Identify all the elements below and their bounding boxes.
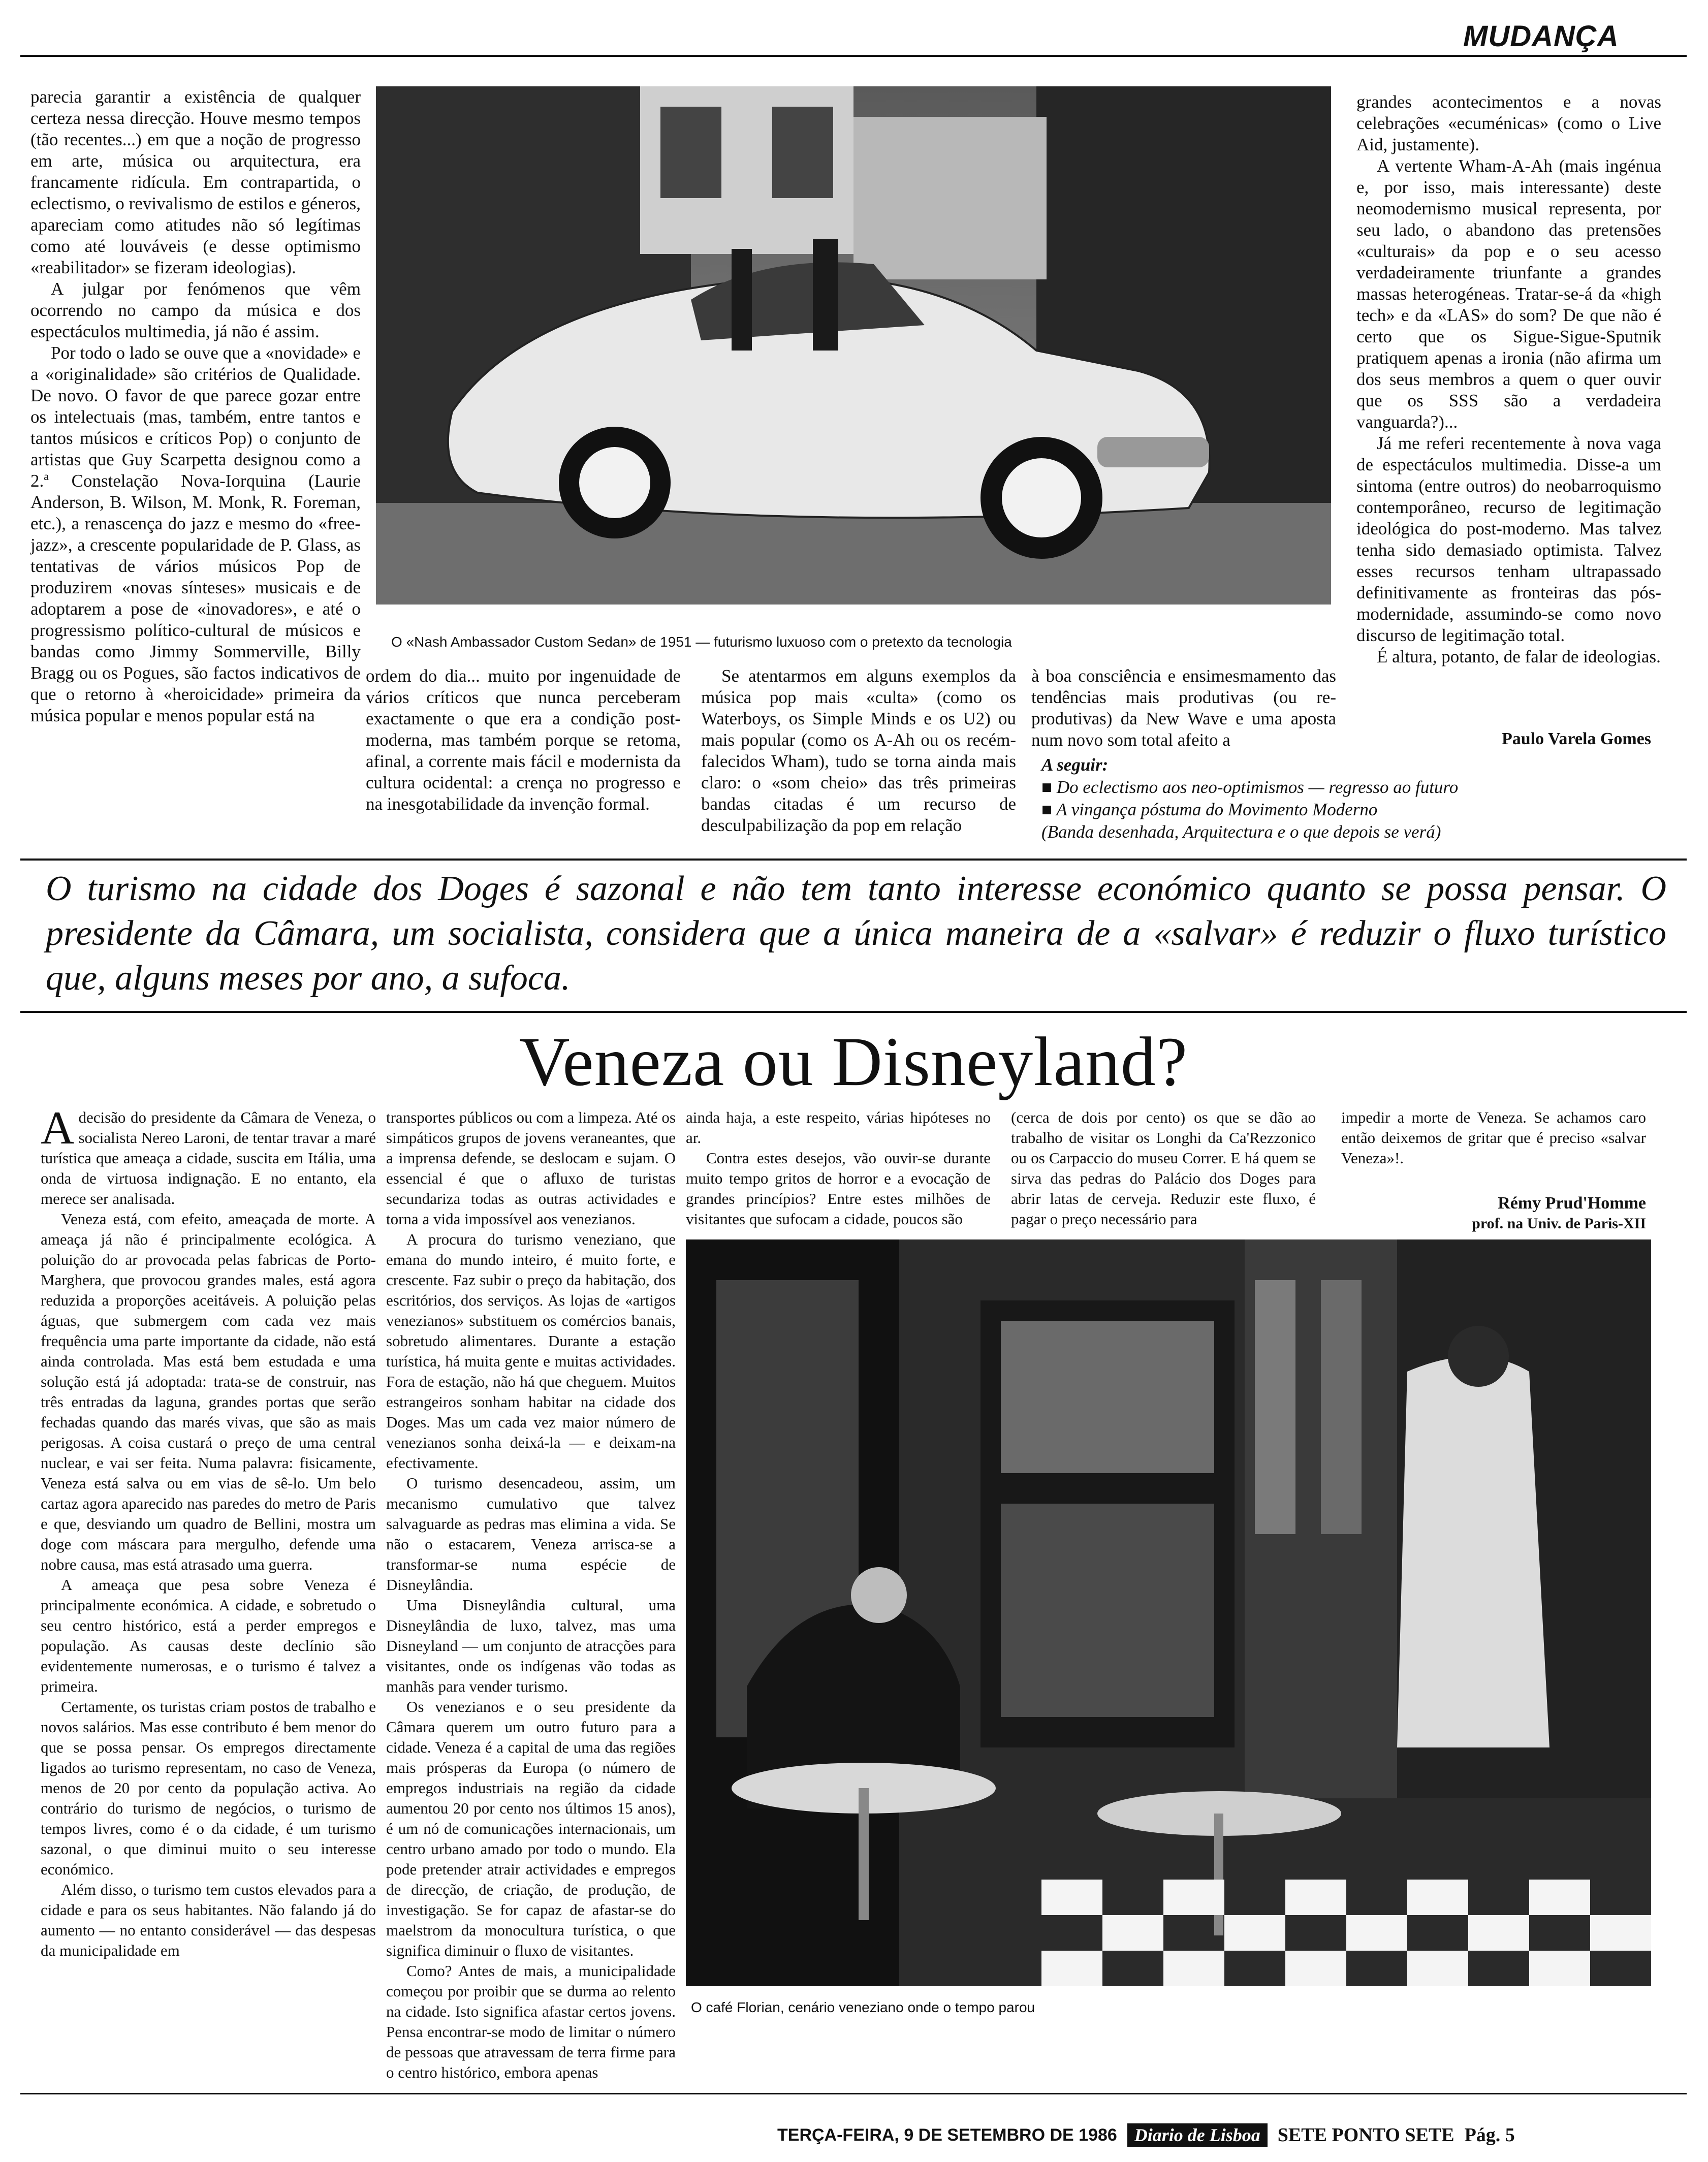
pull-quote-bottom-rule xyxy=(20,1011,1687,1013)
paragraph: O turismo desencadeou, assim, um mecanismo cumulativo que talvez salvaguarde as pedras mas elimina a vida. Se não o estacarem, Veneza arrisca-se a transformar-se numa espécie de Disneylândia. xyxy=(386,1474,676,1594)
a-seguir-label: A seguir: xyxy=(1041,755,1109,775)
pull-quote-top-rule xyxy=(20,859,1687,861)
paragraph: A vertente Wham-A-Ah (mais ingénua e, por isso, mais interessante) deste neomodernismo musical representa, por seu lado, o abandono das pretensões «culturais» da pop e o seu acesso verdadeiramente triunfante a grandes massas heterogéneas. Tratar-se-á da «high tech» e da «LAS» do som? De que não é certo que os Sigue-Sigue-Sputnik pratiquem apenas a ironia (não afirma um dos seus membros a quem o quer ouvir que os SSS são a verdadeira vanguarda?)... xyxy=(1356,156,1661,432)
paragraph: (cerca de dois por cento) os que se dão ao trabalho de visitar os Longhi da Ca'Rezzonico ou os Carpaccio do museu Correr. E há quem se sirva das pedras do Palácio dos Doges para abrir latas de cerveja. Reduzir este fluxo, é pagar o preço necessário para xyxy=(1011,1108,1316,1228)
cafe-florian-photo xyxy=(686,1239,1651,1986)
footer-date: TERÇA-FEIRA, 9 DE SETEMBRO DE 1986 xyxy=(777,2125,1117,2145)
bottom-article-col3 xyxy=(686,1107,991,1229)
paragraph: transportes públicos ou com a limpeza. Até os simpáticos grupos de jovens veraneantes, que a imprensa defende, se deslocam e sujam. O essencial é que o afluxo de turistas secundariza todas as outras actividades e torna a vida impossível aos venezianos. xyxy=(386,1108,676,1228)
top-article-col5 xyxy=(1356,91,1661,667)
paragraph: à boa consciência e ensimesmamento das tendências mais produtivas (ou re-produtivas) da New Wave e uma aposta num novo som total afeito a xyxy=(1031,666,1336,750)
a-seguir-item: (Banda desenhada, Arquitectura e o que depois se verá) xyxy=(1041,822,1441,842)
bottom-article-col5 xyxy=(1341,1107,1646,1168)
section-title: MUDANÇA xyxy=(1463,20,1619,53)
bottom-article-author-title: prof. na Univ. de Paris-XII xyxy=(1472,1215,1646,1232)
a-seguir-item: ■ A vingança póstuma do Movimento Moderno xyxy=(1041,800,1378,819)
top-article-col1 xyxy=(30,86,361,726)
paragraph: ordem do dia... muito por ingenuidade de vários críticos que nunca perceberam exactamente o que era a condição post-moderna, mas também porque se retoma, afinal, a corrente mais fácil e modernista da cultura ocidental: a crença no progresso e na inesgotabilidade da invenção formal. xyxy=(366,666,681,814)
pull-quote: O turismo na cidade dos Doges é sazonal e não tem tanto interesse económico quanto se possa pensar. O presidente da Câmara, um socialista, considera que a única maneira de a «salvar» é reduzir o fluxo turístico que, alguns meses por ano, a sufoca. xyxy=(46,869,1666,998)
bottom-article-col2 xyxy=(386,1107,676,2083)
paragraph: A julgar por fenómenos que vêm ocorrendo no campo da música e dos espectáculos multimedia, já não é assim. xyxy=(30,279,361,341)
paragraph: Por todo o lado se ouve que a «novidade» e a «originalidade» são critérios de Qualidade. De novo. O favor de que parece gozar entre os intelectuais (mas, também, entre tantos e tantos músicos e críticos Pop) o conjunto de artistas que Guy Scarpetta designou como a 2.ª Constelação Nova-Iorquina (Laurie Anderson, B. Wilson, M. Monk, R. Foreman, etc.), a renascença do jazz e mesmo do «free-jazz», a crescente popularidade de P. Glass, as tentativas de vários músicos Pop de produzirem «novas sínteses» musicais e de adoptarem a pose de «inovadores», e até o progressismo político-cultural de músicos e bandas como Jimmy Sommerville, Billy Bragg ou os Pogues, são factos indicativos de que o retorno à «heroicidade» primeira da música popular e menos popular está na xyxy=(30,343,361,725)
paragraph: ainda haja, a este respeito, várias hipóteses no ar. xyxy=(686,1108,991,1147)
paragraph: Uma Disneylândia cultural, uma Disneylândia de luxo, talvez, mas uma Disneyland — um conjunto de atracções para visitantes, onde os indígenas vão todas as manhãs para vender turismo. xyxy=(386,1596,676,1695)
paper-masthead: Diario de Lisboa xyxy=(1127,2123,1268,2147)
top-article-author: Paulo Varela Gomes xyxy=(1501,729,1651,748)
a-seguir-box xyxy=(1041,754,1651,843)
paragraph: Se atentarmos em alguns exemplos da música pop mais «culta» (como os Waterboys, os Simple Minds e os U2) ou mais popular (como os A-Ah ou os recém-falecidos Wham), tudo se torna ainda mais claro: o «som cheio» das três primeiras bandas citadas é um recurso de desculpabilização da pop em relação xyxy=(701,666,1016,835)
footer-page: Pág. 5 xyxy=(1464,2124,1515,2146)
footer-supplement: SETE PONTO SETE xyxy=(1277,2124,1454,2146)
paragraph: Além disso, o turismo tem custos elevados para a cidade e para os seus habitantes. Não falando já do aumento — no entanto considerável — das despesas da municipalidade em xyxy=(41,1881,376,1959)
cafe-photo-caption: O café Florian, cenário veneziano onde o tempo parou xyxy=(691,1999,1035,2015)
paragraph: impedir a morte de Veneza. Se achamos caro então deixemos de gritar que é preciso «salvar Veneza»!. xyxy=(1341,1108,1646,1167)
paragraph: Certamente, os turistas criam postos de trabalho e novos salários. Mas esse contributo é bem menor do que se possa pensar. Os empregos directamente ligados ao turismo representam, no caso de Veneza, menos de 20 por cento da população activa. Ao contrário do turismo de negócios, o turismo de tempos livres, como é o da cidade, é um turismo sazonal, o que diminui muito o seu interesse económico. xyxy=(41,1698,376,1878)
footer xyxy=(777,2123,1692,2147)
bottom-frame-rule xyxy=(20,2093,1687,2094)
paragraph: parecia garantir a existência de qualquer certeza nessa direcção. Houve mesmo tempos (tão recentes...) em que a noção de progresso em arte, música ou arquitectura, era francamente ridícula. Em contrapartida, o eclectismo, o revivalismo de estilos e géneros, apareciam como atitudes não só legítimas como até louváveis (e desse optimismo «reabilitador» se fizeram ideologias). xyxy=(30,87,361,277)
bottom-article-col1 xyxy=(41,1102,376,1961)
nash-sedan-image xyxy=(376,86,1331,605)
drop-cap: A xyxy=(41,1102,75,1154)
header-rule xyxy=(20,55,1687,57)
paragraph: Adecisão do presidente da Câmara de Veneza, o socialista Nereo Laroni, de tentar travar a maré turística que ameaça a cidade, suscita em Itália, uma onda de virtuosa indignação. E no entanto, ela merece ser analisada. xyxy=(41,1102,376,1207)
top-article-col3 xyxy=(701,665,1016,836)
a-seguir-item: ■ Do eclectismo aos neo-optimismos — regresso ao futuro xyxy=(1041,777,1459,797)
top-article-col2 xyxy=(366,665,681,815)
top-article-col4 xyxy=(1031,665,1336,751)
paragraph: grandes acontecimentos e a novas celebrações «ecuménicas» (como o Live Aid, justamente). xyxy=(1356,92,1661,154)
paragraph: Já me referi recentemente à nova vaga de espectáculos multimedia. Disse-a um sintoma (entre outros) do neobarroquismo contemporâneo, recurso de legitimação ideológica do post-moderno. Mas talvez tenha sido demasiado optimista. Talvez esses recursos tenham ultrapassado definitivamente as fronteiras das pós-modernidade, assumindo-se como novo discurso de legitimação total. xyxy=(1356,433,1661,645)
bottom-article-author: Rémy Prud'Homme xyxy=(1498,1194,1646,1213)
paragraph: A procura do turismo veneziano, que emana do mundo inteiro, é muito forte, e crescente. Faz subir o preço da habitação, dos escritórios, dos serviços. As lojas de «artigos venezianos» substituem os comércios banais, sobretudo alimentares. Durante a estação turística, há muita gente e muitas actividades. Fora de estação, não há que cheguem. Muitos estrangeiros sonham habitar na cidade dos Doges. Mas um cada vez maior número de venezianos sonha deixá-la — e deixam-na efectivamente. xyxy=(386,1230,676,1472)
paragraph: Os venezianos e o seu presidente da Câmara querem um outro futuro para a cidade. Veneza é a capital de uma das regiões mais prósperas da Europa (o número de empregos industriais na região da cidade aumentou 20 por cento nos últimos 15 anos), é um nó de comunicações internacionais, um centro urbano amado por todo o mundo. Ela pode pretender atrair actividades e empregos de direcção, de criação, de produção, de investigação. Se for capaz de afastar-se do maelstrom da monocultura turística, o que significa diminuir o fluxo de visitantes. xyxy=(386,1698,676,1959)
paragraph: A ameaça que pesa sobre Veneza é principalmente económica. A cidade, e sobretudo o seu centro histórico, está a perder empregos e população. As causas deste declínio são evidentemente numerosas, e o turismo é talvez a primeira. xyxy=(41,1576,376,1695)
paragraph: Veneza está, com efeito, ameaçada de morte. A ameaça já não é principalmente ecológica. A poluição do ar provocada pelas fabricas de Porto-Marghera, que provocou grandes males, está agora reduzida a proporções aceitáveis. A poluição pelas águas, que submergem com cada vez mais frequência uma parte importante da cidade, não está ainda controlada. Mas está bem estudada e uma solução está já adoptada: trata-se de construir, nas três entradas da laguna, grandes portas que serão fechadas quando das marés vivas, que são as mais perigosas. A coisa custará o preço de uma central nuclear, e vai ser feita. Numa palavra: fisicamente, Veneza está salva ou em vias de sê-lo. Um belo cartaz agora aparecido nas paredes do metro de Paris e que, desviando um quadro de Bellini, mostra um doge com máscara para mergulho, defende uma nobre causa, mas está atrasado uma guerra. xyxy=(41,1210,376,1573)
headline: Veneza ou Disneyland? xyxy=(519,1023,1188,1100)
car-photo xyxy=(376,86,1331,605)
paragraph: Como? Antes de mais, a municipalidade começou por proibir que se durma ao relento na cidade. Isto significa afastar certos jovens. Pensa encontrar-se modo de limitar o número de pessoas que atravessam de terra firme para o centro histórico, embora apenas xyxy=(386,1962,676,2081)
bottom-article-col4 xyxy=(1011,1107,1316,1229)
cafe-florian-image xyxy=(686,1239,1651,1986)
paragraph: Contra estes desejos, vão ouvir-se durante muito tempo gritos de horror e a evocação de grandes princípios? Entre estes milhões de visitantes que sufocam a cidade, poucos são xyxy=(686,1149,991,1228)
car-photo-caption: O «Nash Ambassador Custom Sedan» de 1951 — futurismo luxuoso com o pretexto da tecnologia xyxy=(391,634,1012,650)
paragraph: É altura, potanto, de falar de ideologias. xyxy=(1377,647,1661,666)
